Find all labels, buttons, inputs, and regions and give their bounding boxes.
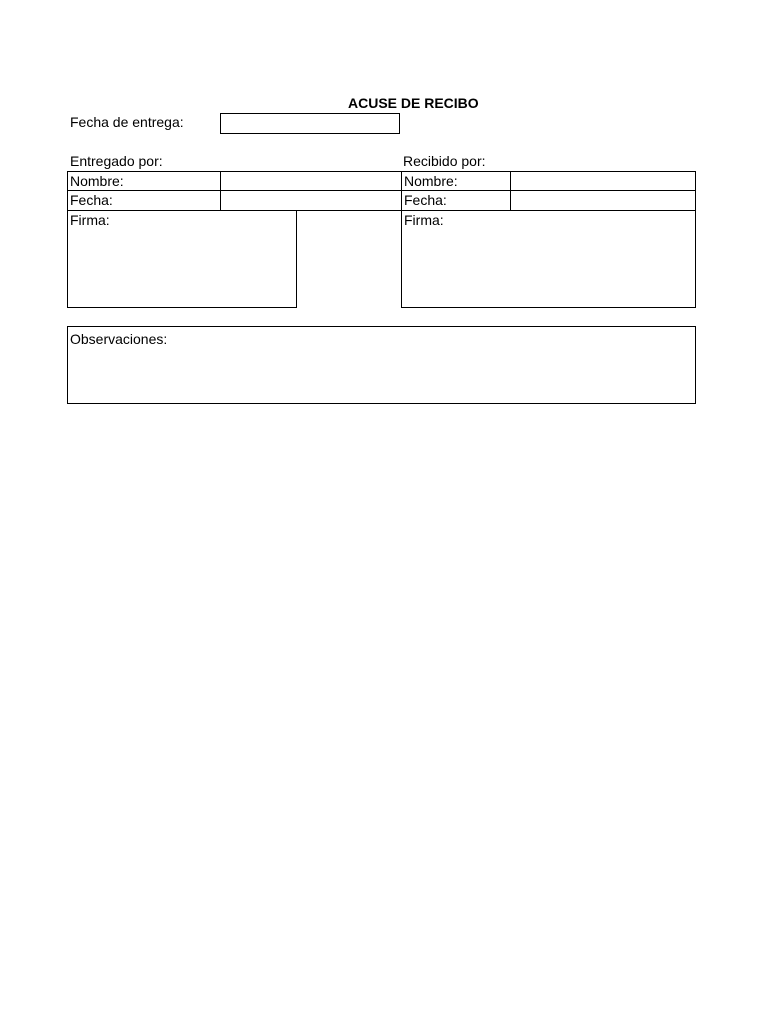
delivery-date-label: Fecha de entrega: xyxy=(70,114,184,130)
received-by-name-field[interactable] xyxy=(510,171,696,191)
delivered-by-date-label-cell xyxy=(67,190,221,211)
delivery-date-field[interactable] xyxy=(220,113,400,134)
received-by-date-field[interactable] xyxy=(510,190,696,211)
received-by-date-label-cell xyxy=(401,190,511,211)
document-title: ACUSE DE RECIBO xyxy=(348,95,479,111)
received-by-name-label: Nombre: xyxy=(404,173,458,189)
observations-label: Observaciones: xyxy=(70,331,168,347)
delivered-by-signature-label: Firma: xyxy=(70,212,110,228)
received-by-signature-field[interactable] xyxy=(401,210,696,308)
delivered-by-heading: Entregado por: xyxy=(70,153,163,169)
delivered-by-name-field[interactable] xyxy=(220,171,402,191)
delivered-by-date-field[interactable] xyxy=(220,190,402,211)
delivered-by-name-label: Nombre: xyxy=(70,173,124,189)
delivered-by-date-label: Fecha: xyxy=(70,192,113,208)
received-by-date-label: Fecha: xyxy=(404,192,447,208)
delivered-by-name-label-cell xyxy=(67,171,221,191)
received-by-signature-label: Firma: xyxy=(404,212,444,228)
observations-field[interactable] xyxy=(67,326,696,404)
delivered-by-signature-field[interactable] xyxy=(67,210,297,308)
received-by-heading: Recibido por: xyxy=(403,153,486,169)
received-by-name-label-cell xyxy=(401,171,511,191)
